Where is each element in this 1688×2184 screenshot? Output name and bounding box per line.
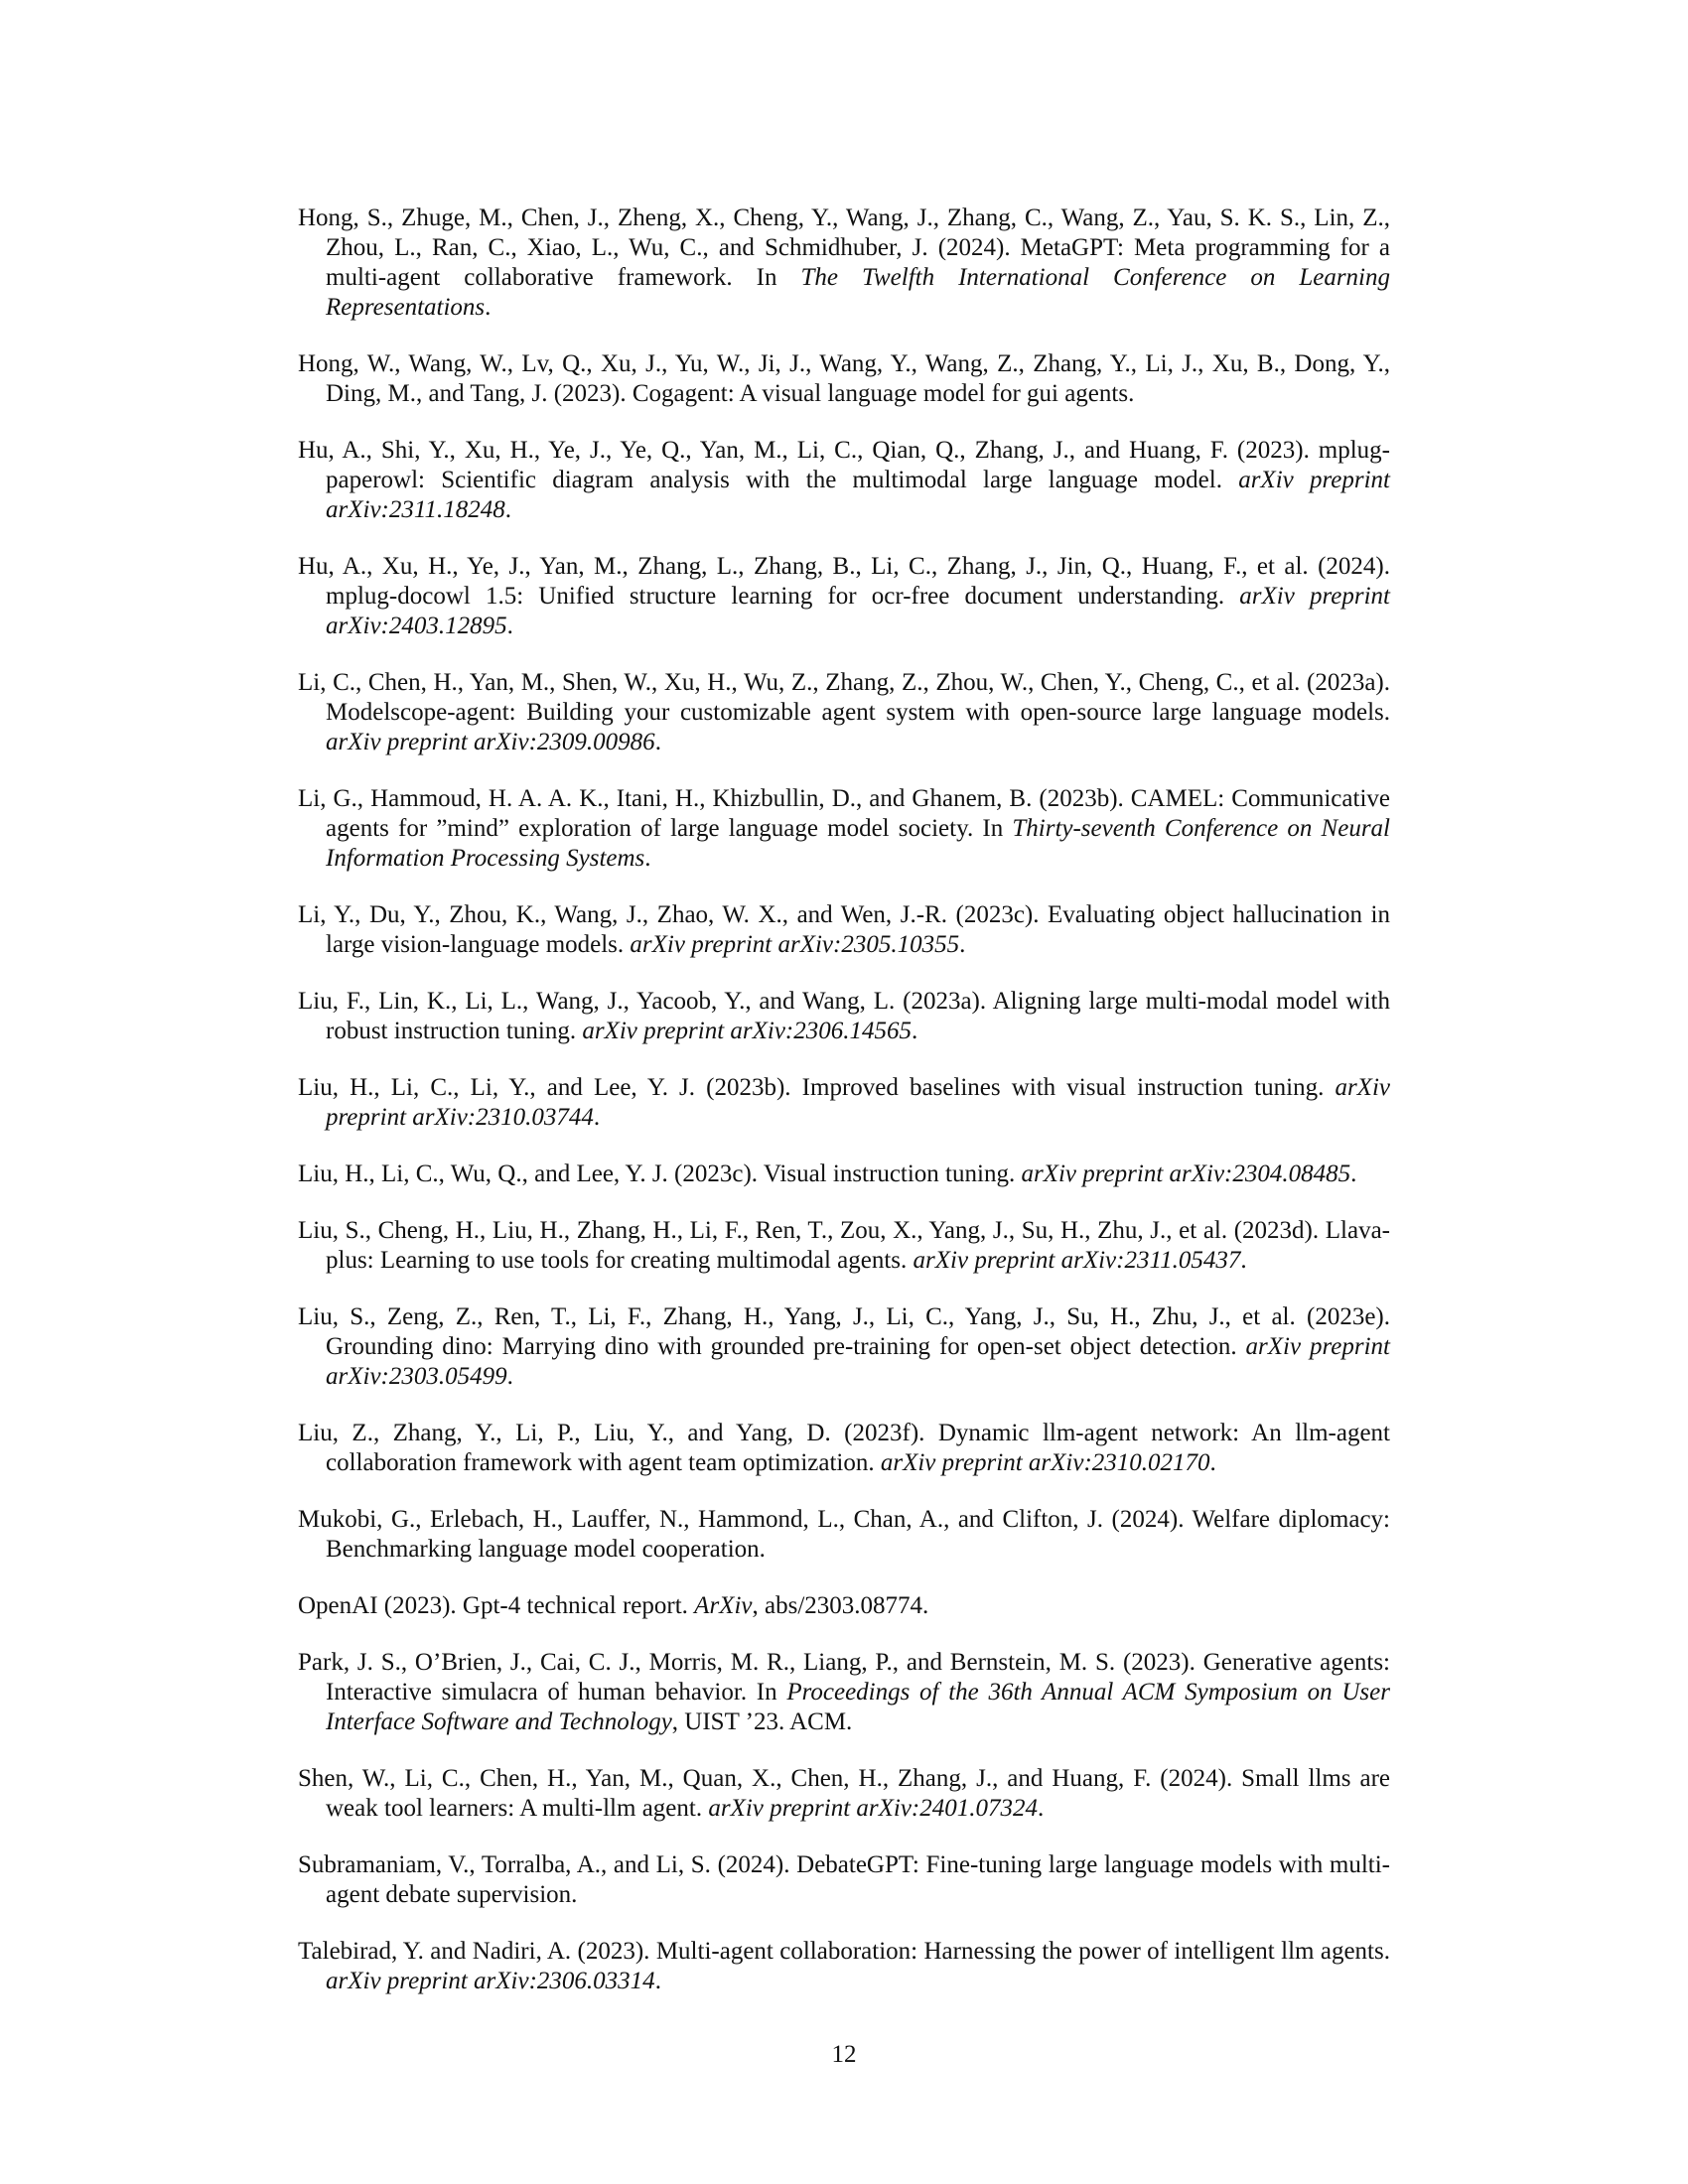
reference-list: [298, 204, 1390, 2023]
reference-text: Liu, S., Cheng, H., Liu, H., Zhang, H., Li, F., Ren, T., Zou, X., Yang, J., Su, H., Zhu, J., et al. (2023d). Llava-plus: Learning to use tools for creating multimodal agents.: [298, 1217, 1390, 1274]
reference-tail: .: [959, 931, 966, 958]
reference-item: [298, 900, 1390, 960]
reference-tail: .: [504, 496, 512, 523]
reference-item: [298, 1073, 1390, 1133]
reference-tail: .: [506, 613, 513, 639]
reference-tail: .: [485, 294, 492, 321]
reference-text: Hu, A., Shi, Y., Xu, H., Ye, J., Ye, Q., Yan, M., Li, C., Qian, Q., Zhang, J., and Huang, F. (2023). mplug-paperowl: Scientific diagram analysis with the multimodal large language model.: [298, 437, 1390, 493]
reference-text: Liu, H., Li, C., Wu, Q., and Lee, Y. J. (2023c). Visual instruction tuning.: [298, 1160, 1022, 1187]
reference-text: Talebirad, Y. and Nadiri, A. (2023). Multi-agent collaboration: Harnessing the power of intelligent llm agents.: [298, 1938, 1390, 1965]
reference-item: [298, 1302, 1390, 1392]
reference-tail: .: [644, 845, 651, 872]
reference-venue: arXiv preprint arXiv:2311.18248: [326, 467, 1390, 523]
reference-text: Liu, F., Lin, K., Li, L., Wang, J., Yacoob, Y., and Wang, L. (2023a). Aligning large multi-modal model with robust instruction tuning.: [298, 988, 1390, 1044]
reference-item: [298, 349, 1390, 409]
reference-item: [298, 1216, 1390, 1276]
reference-item: [298, 1591, 1390, 1621]
reference-item: [298, 1419, 1390, 1478]
reference-item: [298, 987, 1390, 1046]
reference-venue: arXiv preprint arXiv:2304.08485: [1021, 1160, 1351, 1187]
reference-text: Liu, Z., Zhang, Y., Li, P., Liu, Y., and Yang, D. (2023f). Dynamic llm-agent network: An llm-agent collaboration framework with agent team optimization.: [298, 1420, 1390, 1476]
reference-item: [298, 668, 1390, 757]
reference-tail: .: [1350, 1160, 1357, 1187]
reference-text: Li, G., Hammoud, H. A. A. K., Itani, H., Khizbullin, D., and Ghanem, B. (2023b). CAMEL: Communicative agents for ”mind” exploration of large language model society. In: [298, 785, 1390, 842]
reference-text: Mukobi, G., Erlebach, H., Lauffer, N., Hammond, L., Chan, A., and Clifton, J. (2024). Welfare diplomacy: Benchmarking language model cooperation.: [298, 1506, 1390, 1563]
reference-venue: arXiv preprint arXiv:2310.02170: [880, 1449, 1210, 1476]
reference-item: [298, 784, 1390, 874]
reference-tail: .: [654, 729, 661, 755]
reference-venue: ArXiv: [694, 1592, 753, 1619]
reference-text: OpenAI (2023). Gpt-4 technical report.: [298, 1592, 695, 1619]
reference-tail: .: [506, 1363, 513, 1390]
reference-venue: arXiv preprint arXiv:2303.05499: [326, 1333, 1391, 1390]
reference-item: [298, 552, 1390, 641]
reference-venue: arXiv preprint arXiv:2311.05437: [913, 1247, 1241, 1274]
reference-venue: arXiv preprint arXiv:2403.12895: [326, 583, 1391, 639]
reference-venue: Proceedings of the 36th Annual ACM Symposium on User Interface Software and Technology: [326, 1679, 1390, 1735]
reference-text: Hong, S., Zhuge, M., Chen, J., Zheng, X., Cheng, Y., Wang, J., Zhang, C., Wang, Z., Yau, S. K. S., Lin, Z., Zhou, L., Ran, C., Xiao, L., Wu, C., and Schmidhuber, J. (2024). MetaGPT: Meta programming for a multi-agent collaborative framework. In: [298, 205, 1390, 291]
reference-tail: .: [593, 1104, 601, 1131]
reference-tail: , UIST ’23. ACM.: [671, 1708, 853, 1735]
reference-text: Li, Y., Du, Y., Zhou, K., Wang, J., Zhao, W. X., and Wen, J.-R. (2023c). Evaluating object hallucination in large vision-language models.: [298, 901, 1390, 958]
reference-venue: arXiv preprint arXiv:2309.00986: [326, 729, 655, 755]
reference-venue: The Twelfth International Conference on Learning Representations: [326, 264, 1391, 321]
reference-text: Liu, S., Zeng, Z., Ren, T., Li, F., Zhang, H., Yang, J., Li, C., Yang, J., Su, H., Zhu, J., et al. (2023e). Grounding dino: Marrying dino with grounded pre-training for open-set object detection.: [298, 1303, 1390, 1360]
reference-text: Li, C., Chen, H., Yan, M., Shen, W., Xu, H., Wu, Z., Zhang, Z., Zhou, W., Chen, Y., Cheng, C., et al. (2023a). Modelscope-agent: Building your customizable agent system with open-source large language models.: [298, 669, 1390, 726]
reference-venue: Thirty-seventh Conference on Neural Information Processing Systems: [326, 815, 1390, 872]
reference-text: Hong, W., Wang, W., Lv, Q., Xu, J., Yu, W., Ji, J., Wang, Y., Wang, Z., Zhang, Y., Li, J., Xu, B., Dong, Y., Ding, M., and Tang, J. (2023). Cogagent: A visual language model for gui agents.: [298, 350, 1390, 407]
reference-text: Park, J. S., O’Brien, J., Cai, C. J., Morris, M. R., Liang, P., and Bernstein, M. S. (2023). Generative agents: Interactive simulacra of human behavior. In: [298, 1649, 1390, 1706]
reference-venue: arXiv preprint arXiv:2305.10355: [630, 931, 960, 958]
reference-item: [298, 1160, 1390, 1189]
reference-item: [298, 1937, 1390, 1996]
reference-tail: .: [654, 1968, 661, 1994]
reference-tail: .: [1209, 1449, 1216, 1476]
reference-text: Subramaniam, V., Torralba, A., and Li, S. (2024). DebateGPT: Fine-tuning large language models with multi-agent debate supervision.: [298, 1851, 1390, 1908]
reference-tail: .: [1038, 1795, 1045, 1822]
reference-venue: arXiv preprint arXiv:2401.07324: [708, 1795, 1039, 1822]
reference-item: [298, 1850, 1390, 1910]
reference-text: Shen, W., Li, C., Chen, H., Yan, M., Quan, X., Chen, H., Zhang, J., and Huang, F. (2024). Small llms are weak tool learners: A multi-llm agent.: [298, 1765, 1390, 1822]
reference-tail: .: [1240, 1247, 1247, 1274]
reference-venue: arXiv preprint arXiv:2306.14565: [582, 1018, 913, 1044]
reference-item: [298, 1764, 1390, 1824]
reference-item: [298, 1648, 1390, 1737]
page-number: 12: [831, 2041, 857, 2068]
reference-venue: arXiv preprint arXiv:2306.03314: [326, 1968, 655, 1994]
reference-text: Liu, H., Li, C., Li, Y., and Lee, Y. J. (2023b). Improved baselines with visual instruction tuning.: [298, 1074, 1336, 1101]
reference-tail: , abs/2303.08774.: [752, 1592, 929, 1619]
reference-text: Hu, A., Xu, H., Ye, J., Yan, M., Zhang, L., Zhang, B., Li, C., Zhang, J., Jin, Q., Huang, F., et al. (2024). mplug-docowl 1.5: Unified structure learning for ocr-free document understanding.: [298, 553, 1390, 610]
reference-tail: .: [912, 1018, 918, 1044]
reference-item: [298, 204, 1390, 323]
reference-venue: arXiv preprint arXiv:2310.03744: [326, 1074, 1390, 1131]
reference-item: [298, 436, 1390, 525]
reference-item: [298, 1505, 1390, 1565]
